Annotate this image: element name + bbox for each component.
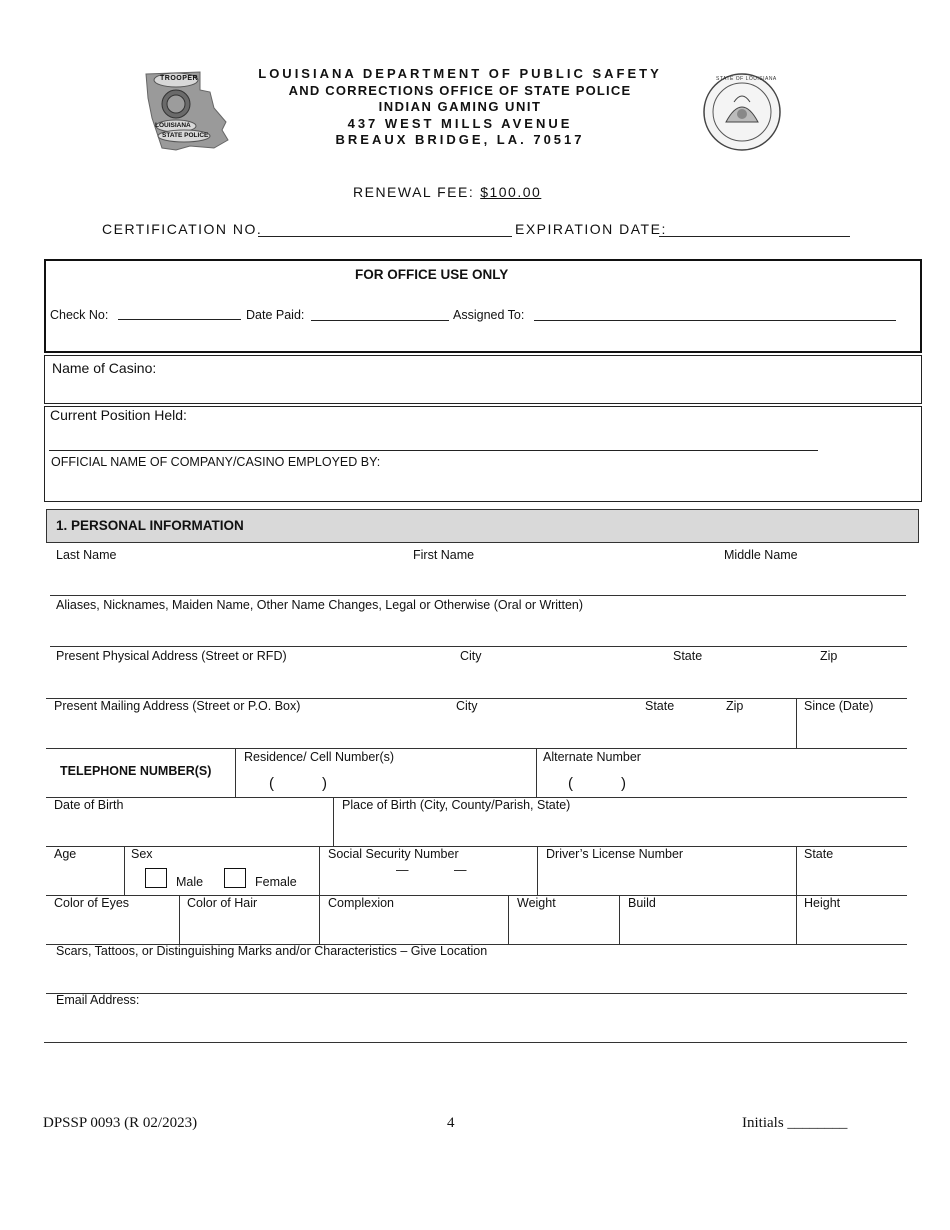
age-label: Age <box>54 847 77 861</box>
residence-paren-close: ) <box>322 775 327 792</box>
complexion-label: Complexion <box>328 896 395 910</box>
physical-address-label: Present Physical Address (Street or RFD) <box>56 649 287 663</box>
name-field[interactable] <box>50 565 906 593</box>
divider <box>46 748 907 749</box>
alternate-phone-field[interactable] <box>541 768 901 794</box>
renewal-fee-value: $100.00 <box>480 184 542 200</box>
telephone-label: TELEPHONE NUMBER(S) <box>60 764 212 778</box>
scars-field[interactable] <box>50 962 904 990</box>
casino-label: Name of Casino: <box>52 360 157 376</box>
alternate-paren-open: ( <box>568 775 573 792</box>
pob-field[interactable] <box>338 815 904 843</box>
first-name-label: First Name <box>413 548 475 562</box>
weight-label: Weight <box>517 896 556 910</box>
eye-color-label: Color of Eyes <box>54 896 130 910</box>
divider <box>46 993 907 994</box>
logo-text-mid: LOUISIANA <box>155 122 191 129</box>
header-line-4: 437 WEST MILLS AVENUE <box>347 115 573 131</box>
dob-label: Date of Birth <box>54 798 124 812</box>
certification-field[interactable] <box>258 236 512 237</box>
pob-label: Place of Birth (City, County/Parish, State) <box>342 798 571 812</box>
residence-label: Residence/ Cell Number(s) <box>244 750 395 764</box>
divider <box>46 846 907 847</box>
divider <box>796 698 797 748</box>
mailing-address-field[interactable] <box>50 716 790 744</box>
expiration-label: EXPIRATION DATE: <box>515 221 667 237</box>
state-seal <box>700 72 784 152</box>
page-number: 4 <box>447 1115 455 1131</box>
since-date-field[interactable] <box>800 716 904 744</box>
email-label: Email Address: <box>56 993 140 1007</box>
date-paid-label: Date Paid: <box>246 308 305 322</box>
ssn-label: Social Security Number <box>328 847 459 861</box>
hair-color-label: Color of Hair <box>187 896 258 910</box>
male-checkbox[interactable] <box>145 868 167 888</box>
physical-address-field[interactable] <box>50 666 906 694</box>
position-field[interactable] <box>49 450 818 451</box>
physical-description-field[interactable] <box>50 913 904 941</box>
mailing-address-label: Present Mailing Address (Street or P.O. Box) <box>54 699 301 713</box>
state-police-logo <box>140 68 232 154</box>
office-use-title: FOR OFFICE USE ONLY <box>355 267 509 282</box>
divider <box>235 748 236 797</box>
residence-paren-open: ( <box>269 775 274 792</box>
ssn-dash-2: — <box>454 863 467 877</box>
divider <box>46 895 907 896</box>
alternate-paren-close: ) <box>621 775 626 792</box>
header-line-5: BREAUX BRIDGE, LA. 70517 <box>335 132 585 147</box>
certification-label: CERTIFICATION NO. <box>102 221 263 237</box>
alternate-label: Alternate Number <box>543 750 641 764</box>
check-no-field[interactable] <box>118 319 241 320</box>
dl-state-label: State <box>804 847 834 861</box>
divider <box>537 846 538 895</box>
sex-label: Sex <box>131 847 153 861</box>
initials-field[interactable]: Initials ________ <box>742 1115 848 1131</box>
company-label: OFFICIAL NAME OF COMPANY/CASINO EMPLOYED BY: <box>51 455 381 469</box>
dob-field[interactable] <box>50 815 328 843</box>
divider <box>50 595 906 596</box>
physical-city-label: City <box>460 649 482 663</box>
renewal-fee <box>353 184 541 200</box>
mailing-state-label: State <box>645 699 675 713</box>
logo-text-bottom: STATE POLICE <box>162 132 209 139</box>
header-line-1: LOUISIANA DEPARTMENT OF PUBLIC SAFETY <box>258 66 662 81</box>
form-id: DPSSP 0093 (R 02/2023) <box>43 1115 198 1131</box>
mailing-city-label: City <box>456 699 478 713</box>
renewal-fee-label: RENEWAL FEE: <box>353 184 475 200</box>
mailing-zip-label: Zip <box>726 699 744 713</box>
aliases-field[interactable] <box>50 615 906 643</box>
middle-name-label: Middle Name <box>724 548 798 562</box>
assigned-to-label: Assigned To: <box>453 308 525 322</box>
scars-label: Scars, Tattoos, or Distinguishing Marks and/or Characteristics – Give Location <box>56 944 488 958</box>
physical-state-label: State <box>673 649 703 663</box>
ssn-dash-1: — <box>396 863 409 877</box>
logo-text-top: TROOPER <box>160 75 199 82</box>
agency-header <box>230 66 690 149</box>
header-line-2: AND CORRECTIONS OFFICE OF STATE POLICE <box>288 82 632 98</box>
company-field[interactable] <box>50 472 910 498</box>
physical-zip-label: Zip <box>820 649 838 663</box>
drivers-license-field[interactable] <box>542 864 792 892</box>
since-date-label: Since (Date) <box>804 699 874 713</box>
assigned-to-field[interactable] <box>534 320 896 321</box>
section-1-title: 1. PERSONAL INFORMATION <box>56 518 244 533</box>
divider <box>44 1042 907 1043</box>
last-name-label: Last Name <box>56 548 117 562</box>
position-label: Current Position Held: <box>50 407 187 423</box>
dl-state-field[interactable] <box>800 864 904 892</box>
residence-phone-field[interactable] <box>242 768 532 794</box>
divider <box>124 846 125 895</box>
female-label: Female <box>255 875 297 889</box>
casino-field[interactable] <box>160 358 910 398</box>
drivers-license-label: Driver’s License Number <box>546 847 684 861</box>
seal-text: STATE OF LOUISIANA <box>716 76 777 82</box>
divider <box>536 748 537 797</box>
email-field[interactable] <box>50 1011 904 1039</box>
header-line-3: INDIAN GAMING UNIT <box>378 99 542 114</box>
check-no-label: Check No: <box>50 308 109 322</box>
female-checkbox[interactable] <box>224 868 246 888</box>
ssn-field[interactable] <box>325 862 533 892</box>
aliases-label: Aliases, Nicknames, Maiden Name, Other Name Changes, Legal or Otherwise (Oral or Written) <box>56 598 584 612</box>
male-label: Male <box>176 875 204 889</box>
date-paid-field[interactable] <box>311 320 449 321</box>
build-label: Build <box>628 896 656 910</box>
height-label: Height <box>804 896 841 910</box>
divider <box>50 646 907 647</box>
divider <box>333 797 334 846</box>
expiration-field[interactable] <box>659 236 850 237</box>
